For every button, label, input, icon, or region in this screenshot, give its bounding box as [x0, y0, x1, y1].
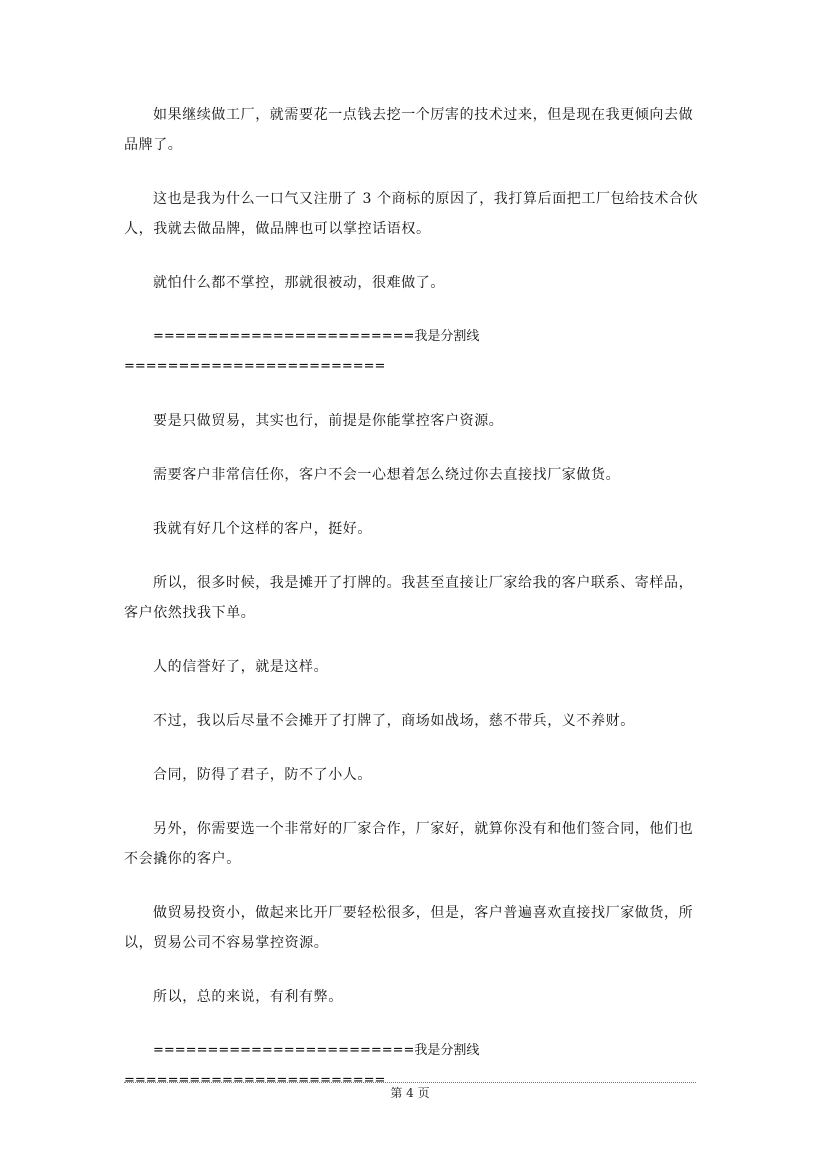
paragraph: 如果继续做工厂，就需要花一点钱去挖一个厉害的技术过来，但是现在我更倾向去做品牌了。 [124, 107, 694, 153]
section-divider: ========================我是分割线======================== [124, 329, 480, 374]
paragraph: 这也是我为什么一口气又注册了 3 个商标的原因了，我打算后面把工厂包给技术合伙人，我就去做品牌，做品牌也可以掌控话语权。 [124, 191, 699, 237]
paragraph: 就怕什么都不掌控，那就很被动，很难做了。 [153, 275, 445, 291]
paragraph: 人的信誉好了，就是这样。 [153, 659, 329, 675]
paragraph: 所以，很多时候，我是摊开了打牌的。我甚至直接让厂家给我的客户联系、寄样品，客户依然找我下单。 [124, 575, 694, 621]
paragraph: 合同，防得了君子，防不了小人。 [153, 767, 372, 783]
paragraph: 做贸易投资小，做起来比开厂要轻松很多，但是，客户普遍喜欢直接找厂家做货，所以，贸易公司不容易掌控资源。 [124, 905, 694, 951]
paragraph: 不过，我以后尽量不会摊开了打牌了，商场如战场，慈不带兵，义不养财。 [153, 713, 635, 729]
paragraph: 所以，总的来说，有利有弊。 [153, 989, 343, 1005]
paragraph: 另外，你需要选一个非常好的厂家合作，厂家好，就算你没有和他们签合同，他们也不会撬你的客户。 [124, 821, 694, 867]
paragraph: 需要客户非常信任你，客户不会一心想着怎么绕过你去直接找厂家做货。 [153, 467, 621, 483]
footer-divider [124, 1082, 696, 1083]
section-divider: ========================我是分割线======================== [124, 1043, 480, 1088]
paragraph: 我就有好几个这样的客户，挺好。 [153, 521, 372, 537]
paragraph: 要是只做贸易，其实也行，前提是你能掌控客户资源。 [153, 413, 504, 429]
page-number: 第 4 页 [390, 1086, 430, 1100]
document-body [124, 100, 704, 1096]
